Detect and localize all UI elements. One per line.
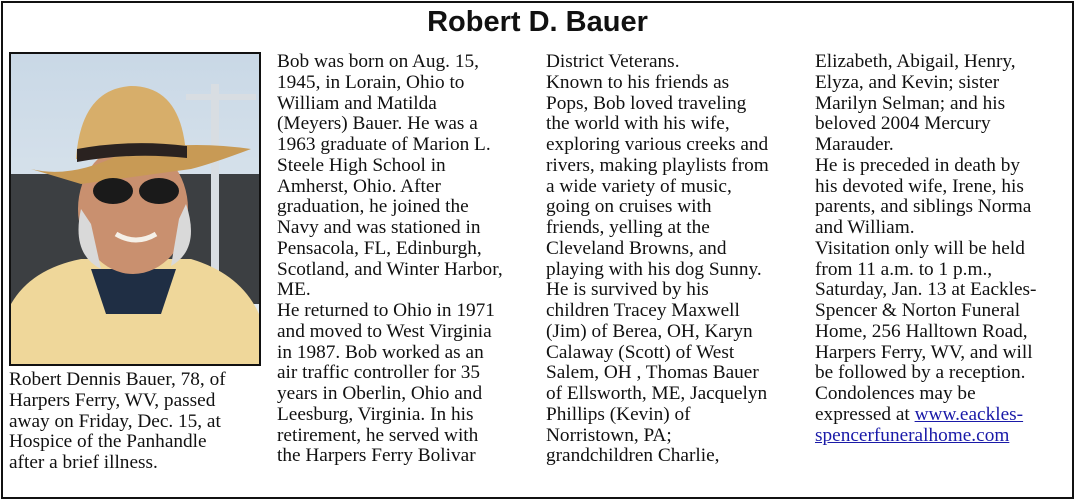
- funeral-home-link-continued[interactable]: spencerfuneralhome.com: [815, 424, 1010, 446]
- text-line: retirement, he served with: [277, 424, 479, 446]
- text-line: in 1987. Bob worked as an: [277, 341, 484, 363]
- text-line: playing with his dog Sunny.: [546, 258, 762, 280]
- text-line: of Ellsworth, ME, Jacquelyn: [546, 383, 768, 404]
- text-line: friends, yelling at the: [546, 217, 710, 238]
- text-line: He returned to Ohio in 1971: [277, 300, 495, 321]
- text-line: Spencer & Norton Funeral: [815, 300, 1021, 321]
- text-line: children Tracey Maxwell: [546, 300, 740, 321]
- portrait-photo: [9, 52, 261, 366]
- text-line: Known to his friends as: [546, 71, 730, 93]
- text-line: Pensacola, FL, Edinburgh,: [277, 237, 482, 259]
- text-line: away on Friday, Dec. 15, at: [9, 410, 221, 432]
- text-line: Condolences may be: [815, 383, 976, 404]
- text-line: Pops, Bob loved traveling: [546, 92, 747, 114]
- text-line: District Veterans.: [546, 51, 680, 72]
- text-line: He is preceded in death by: [815, 154, 1021, 176]
- text-line: and moved to West Virginia: [277, 320, 492, 342]
- text-line: Calaway (Scott) of West: [546, 341, 735, 363]
- text-line: Harpers Ferry, WV, and will: [815, 341, 1033, 363]
- text-line: the world with his wife,: [546, 113, 730, 135]
- text-line: William and Matilda: [277, 92, 437, 114]
- text-line: rivers, making playlists from: [546, 154, 769, 176]
- text-line: Scotland, and Winter Harbor,: [277, 258, 503, 280]
- text-line: ME.: [277, 279, 311, 301]
- text-line: (Meyers) Bauer. He was a: [277, 113, 478, 135]
- text-line: [815, 405, 1036, 426]
- text-line: Hospice of the Panhandle: [9, 431, 207, 453]
- closing-prefix: expressed at: [815, 403, 915, 425]
- text-line: going on cruises with: [546, 196, 712, 218]
- text-line: after a brief illness.: [9, 452, 158, 473]
- text-line: Marilyn Selman; and his: [815, 92, 1006, 114]
- text-line: grandchildren Charlie,: [546, 445, 720, 467]
- text-column-1: [277, 52, 503, 467]
- text-line: 1945, in Lorain, Ohio to: [277, 71, 465, 93]
- photo-caption: [9, 370, 226, 474]
- obituary-title: Robert D. Bauer: [427, 6, 648, 38]
- text-line: Salem, OH , Thomas Bauer: [546, 362, 759, 384]
- text-line: Bob was born on Aug. 15,: [277, 51, 479, 72]
- funeral-home-link[interactable]: www.eackles-: [914, 403, 1024, 425]
- text-line: Norristown, PA;: [546, 424, 672, 446]
- text-line: be followed by a reception.: [815, 362, 1026, 384]
- text-line: Visitation only will be held: [815, 237, 1025, 259]
- text-line: graduation, he joined the: [277, 196, 469, 218]
- text-line: Steele High School in: [277, 154, 446, 176]
- text-line: Marauder.: [815, 134, 894, 155]
- text-line: Amherst, Ohio. After: [277, 175, 441, 197]
- text-line: He is survived by his: [546, 279, 709, 301]
- text-line: his devoted wife, Irene, his: [815, 175, 1024, 197]
- text-line: Robert Dennis Bauer, 78, of: [9, 369, 226, 390]
- text-line: (Jim) of Berea, OH, Karyn: [546, 320, 753, 342]
- text-line: 1963 graduate of Marion L.: [277, 134, 491, 155]
- text-line: Saturday, Jan. 13 at Eackles-: [815, 279, 1037, 301]
- text-line: the Harpers Ferry Bolivar: [277, 445, 476, 467]
- text-line: Leesburg, Virginia. In his: [277, 403, 474, 425]
- text-column-3: [815, 52, 1036, 446]
- text-line: Elyza, and Kevin; sister: [815, 71, 1000, 93]
- text-line: Navy and was stationed in: [277, 217, 481, 238]
- text-column-2: [546, 52, 769, 467]
- text-line: Cleveland Browns, and: [546, 237, 727, 259]
- text-line: air traffic controller for 35: [277, 362, 481, 384]
- text-line: from 11 a.m. to 1 p.m.,: [815, 258, 993, 280]
- text-line: beloved 2004 Mercury: [815, 113, 991, 135]
- text-line: parents, and siblings Norma: [815, 196, 1032, 218]
- text-line: and William.: [815, 217, 915, 238]
- text-line: years in Oberlin, Ohio and: [277, 383, 483, 404]
- text-line: Elizabeth, Abigail, Henry,: [815, 51, 1016, 72]
- text-line: Home, 256 Halltown Road,: [815, 320, 1028, 342]
- text-line: exploring various creeks and: [546, 134, 769, 155]
- text-line: a wide variety of music,: [546, 175, 732, 197]
- text-line: [815, 426, 1036, 447]
- text-line: Harpers Ferry, WV, passed: [9, 389, 216, 411]
- text-line: Phillips (Kevin) of: [546, 403, 691, 425]
